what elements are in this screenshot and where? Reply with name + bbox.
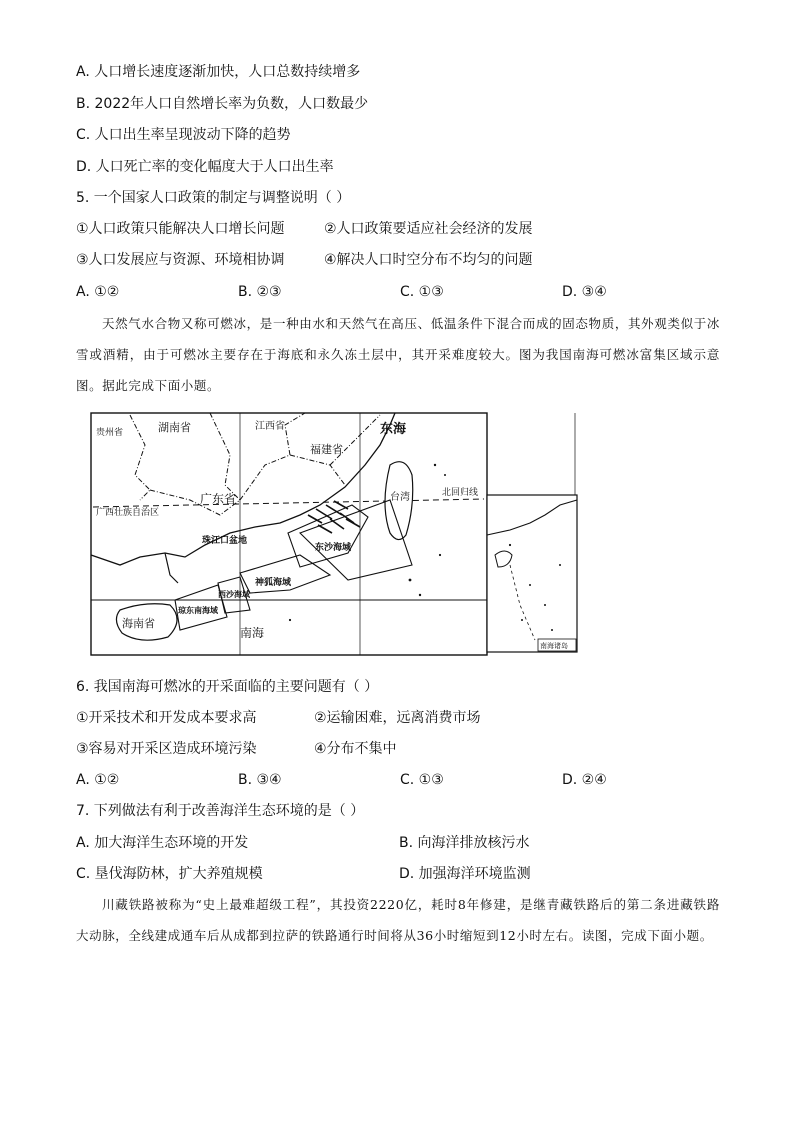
q6-statement-4: ④分布不集中 <box>314 741 397 757</box>
q4-option-c: C. 人口出生率呈现波动下降的趋势 <box>76 127 291 143</box>
label-guangxi: 广西壮族自治区 <box>96 508 160 518</box>
label-hainan: 海南省 <box>122 617 155 630</box>
label-zone-dongsha: 东沙海域 <box>315 543 352 553</box>
q5-choice-a: A. ①② <box>76 284 120 300</box>
q6-choice-c: C. ①③ <box>400 772 444 788</box>
q6-statement-3: ③容易对开采区造成环境污染 <box>76 741 257 757</box>
label-guangdong: 广东省 <box>200 492 237 506</box>
passage-flammable-ice: 天然气水合物又称可燃冰，是一种由水和天然气在高压、低温条件下混合而成的固态物质，其外观类似于冰雪或酒精，由于可燃冰主要存在于海底和永久冻土层中，其开采难度较大。图为我国南海可燃冰富集区域示意图。据此完成下面小题。 <box>76 316 720 393</box>
label-zone-pearl-river: 珠江口盆地 <box>202 536 248 546</box>
q5-choice-b: B. ②③ <box>238 284 282 300</box>
q4-option-b: B. 2022年人口自然增长率为负数，人口数最少 <box>76 96 369 112</box>
q5-statement-4: ④解决人口时空分布不均匀的问题 <box>324 252 533 268</box>
label-nanhai: 南海 <box>240 626 265 640</box>
label-zone-shenhu: 神狐海域 <box>255 578 292 588</box>
q7-choice-b: B. 向海洋排放核污水 <box>399 835 530 851</box>
label-zone-xisha: 西沙海域 <box>218 589 250 599</box>
q7-choice-a: A. 加大海洋生态环境的开发 <box>76 835 249 851</box>
q6-statement-1: ①开采技术和开发成本要求高 <box>76 710 257 726</box>
label-inset-title: 南海诸岛 <box>540 642 568 650</box>
label-tropic-of-cancer: 北回归线 <box>442 488 479 498</box>
q7-choice-c: C. 垦伐海防林，扩大养殖规模 <box>76 866 263 882</box>
q6-choice-a: A. ①② <box>76 772 120 788</box>
q5-statement-1: ①人口政策只能解决人口增长问题 <box>76 221 285 237</box>
q7-stem: 7. 下列做法有利于改善海洋生态环境的是（ ） <box>76 803 365 819</box>
label-guizhou: 贵州省 <box>96 428 124 438</box>
south-china-sea-map <box>90 405 590 657</box>
label-taiwan: 台湾 <box>390 492 410 503</box>
passage-sichuan-tibet-railway: 川藏铁路被称为“史上最难超级工程”，其投资2220亿，耗时8年修建，是继青藏铁路后的第二条进藏铁路大动脉，全线建成通车后从成都到拉萨的铁路通行时间将从36小时缩短到12小时左右。读图，完成下面小题。 <box>76 897 720 943</box>
label-hunan: 湖南省 <box>158 421 191 434</box>
q5-statement-3: ③人口发展应与资源、环境相协调 <box>76 252 285 268</box>
q5-choice-c: C. ①③ <box>400 284 444 300</box>
label-fujian: 福建省 <box>310 443 343 456</box>
q6-choice-b: B. ③④ <box>238 772 282 788</box>
q6-stem: 6. 我国南海可燃冰的开采面临的主要问题有（ ） <box>76 679 379 695</box>
label-donghai: 东海 <box>380 422 407 437</box>
q4-option-a: A. 人口增长速度逐渐加快，人口总数持续增多 <box>76 64 361 80</box>
q5-statement-2: ②人口政策要适应社会经济的发展 <box>324 221 533 237</box>
label-zone-qiongdongnan: 琼东南海域 <box>178 605 218 615</box>
q6-statement-2: ②运输困难，远离消费市场 <box>314 710 481 726</box>
label-jiangxi: 江西省 <box>255 421 285 432</box>
q6-choice-d: D. ②④ <box>562 772 607 788</box>
q5-stem: 5. 一个国家人口政策的制定与调整说明（ ） <box>76 190 351 206</box>
q7-choice-d: D. 加强海洋环境监测 <box>399 866 531 882</box>
q4-option-d: D. 人口死亡率的变化幅度大于人口出生率 <box>76 159 334 175</box>
q5-choice-d: D. ③④ <box>562 284 607 300</box>
